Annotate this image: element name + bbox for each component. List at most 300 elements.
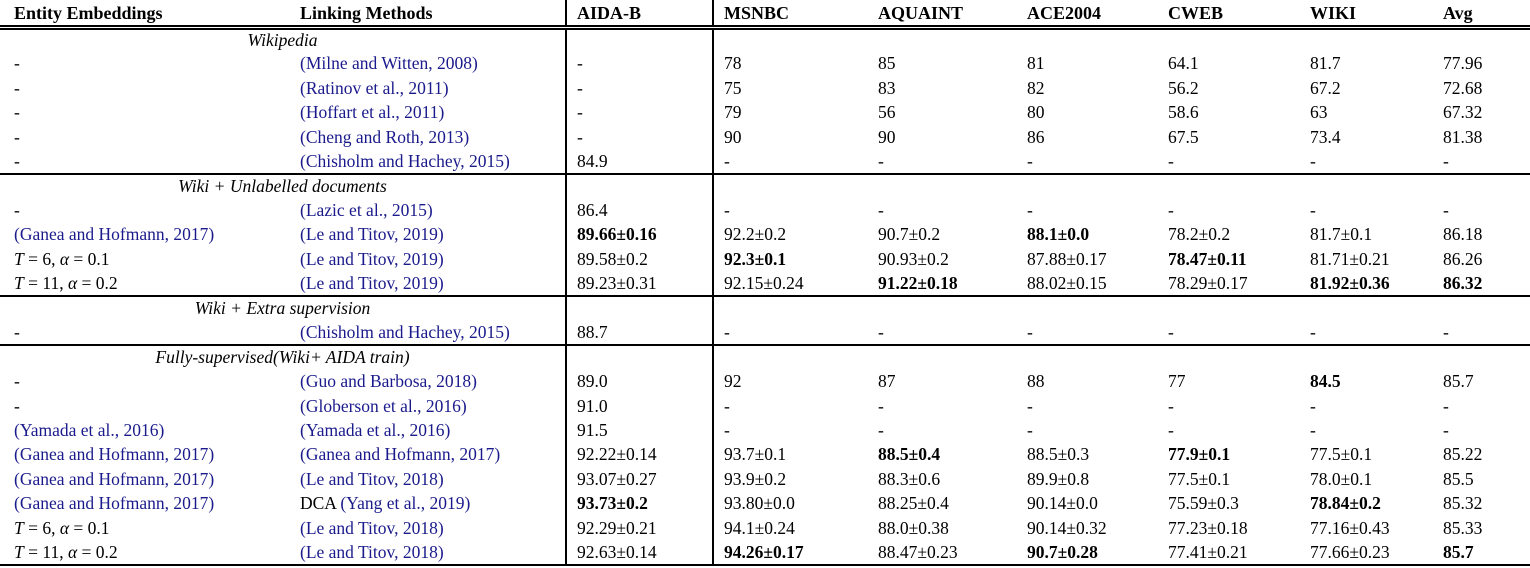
cell-text: - — [577, 126, 583, 147]
table-cell — [713, 370, 866, 394]
cell-text: 81.7 — [1310, 53, 1341, 74]
table-row — [0, 52, 1530, 76]
cell-text: - — [878, 321, 884, 342]
citation-link[interactable]: (Le and Titov, 2018) — [300, 517, 444, 538]
citation-link[interactable]: (Milne and Witten, 2008) — [300, 53, 478, 74]
cell-text: T — [14, 272, 24, 293]
cell-text: 92.3±0.1 — [724, 248, 787, 269]
cell-text: 78.47±0.11 — [1168, 248, 1247, 269]
cell-text: 93.9±0.2 — [724, 468, 787, 489]
table-cell — [1015, 394, 1156, 418]
section-label: Wikipedia — [0, 28, 566, 52]
table-cell — [1298, 541, 1431, 565]
section-empty-cell — [566, 296, 713, 320]
table-cell — [1298, 443, 1431, 467]
section-empty-cell — [566, 174, 713, 198]
section-empty-cell — [713, 174, 866, 198]
citation-link[interactable]: (Cheng and Roth, 2013) — [300, 126, 470, 147]
table-cell — [713, 492, 866, 516]
table-cell — [1156, 272, 1298, 296]
table-cell — [1298, 76, 1431, 100]
cell-text: 77 — [1168, 371, 1186, 392]
table-cell — [866, 223, 1015, 247]
cell-text: - — [1027, 395, 1033, 416]
table-row — [0, 76, 1530, 100]
table-cell — [713, 199, 866, 223]
citation-link[interactable]: (Ganea and Hofmann, 2017) — [14, 444, 215, 465]
table-body — [0, 28, 1530, 566]
cell-text: 83 — [878, 77, 896, 98]
cell-text: 78.29±0.17 — [1168, 272, 1248, 293]
table-cell — [566, 125, 713, 149]
table-cell — [1015, 272, 1156, 296]
cell-text: 93.07±0.27 — [577, 468, 657, 489]
table-cell — [0, 443, 286, 467]
cell-text: 80 — [1027, 102, 1045, 123]
citation-link[interactable]: (Chisholm and Hachey, 2015) — [300, 150, 510, 171]
cell-text: - — [1443, 150, 1449, 171]
table-cell — [0, 419, 286, 443]
table-cell — [1015, 199, 1156, 223]
column-header-wiki: WIKI — [1298, 0, 1431, 28]
section-empty-cell — [1156, 296, 1298, 320]
cell-text: 88.3±0.6 — [878, 468, 941, 489]
table-cell — [1431, 394, 1530, 418]
section-row — [0, 296, 1530, 320]
table-cell — [866, 101, 1015, 125]
table-cell — [866, 419, 1015, 443]
table-cell — [1156, 321, 1298, 345]
cell-text: 90.93±0.2 — [878, 248, 949, 269]
cell-text: 58.6 — [1168, 102, 1199, 123]
section-empty-cell — [1298, 28, 1431, 52]
cell-text: - — [14, 150, 20, 171]
cell-text: - — [14, 77, 20, 98]
table-row — [0, 247, 1530, 271]
section-empty-cell — [713, 28, 866, 52]
cell-text: 90.7±0.2 — [878, 224, 941, 245]
cell-text: 89.66±0.16 — [577, 224, 657, 245]
cell-text: 56 — [878, 102, 896, 123]
cell-text: 75 — [724, 77, 742, 98]
cell-text: 92.29±0.21 — [577, 517, 657, 538]
cell-text: 90.14±0.32 — [1027, 517, 1107, 538]
cell-text: 89.0 — [577, 371, 608, 392]
section-empty-cell — [866, 174, 1015, 198]
cell-text: - — [724, 200, 730, 221]
cell-text: 86.18 — [1443, 224, 1483, 245]
cell-text: 77.16±0.43 — [1310, 517, 1390, 538]
cell-text: T — [14, 248, 24, 269]
table-cell — [866, 492, 1015, 516]
cell-text: 93.73±0.2 — [577, 493, 648, 514]
table-cell — [286, 272, 566, 296]
cell-text: 72.68 — [1443, 77, 1483, 98]
table-row — [0, 516, 1530, 540]
column-header-aida-b: AIDA-B — [566, 0, 713, 28]
table-cell — [1431, 247, 1530, 271]
cell-text: DCA — [300, 493, 341, 514]
cell-text: - — [1168, 395, 1174, 416]
cell-text: - — [14, 321, 20, 342]
section-empty-cell — [713, 345, 866, 369]
table-row — [0, 272, 1530, 296]
table-cell — [866, 443, 1015, 467]
cell-text: 88.5±0.4 — [878, 444, 941, 465]
cell-text: 88.47±0.23 — [878, 541, 958, 562]
citation-link[interactable]: (Le and Titov, 2018) — [300, 541, 444, 562]
cell-text: - — [14, 102, 20, 123]
cell-text: 81.7±0.1 — [1310, 224, 1373, 245]
cell-text: 88.25±0.4 — [878, 493, 949, 514]
table-cell — [713, 443, 866, 467]
cell-text: 77.41±0.21 — [1168, 541, 1248, 562]
cell-text: 87.88±0.17 — [1027, 248, 1107, 269]
section-empty-cell — [1015, 296, 1156, 320]
section-empty-cell — [866, 345, 1015, 369]
section-row — [0, 174, 1530, 198]
cell-text: 90 — [724, 126, 742, 147]
table-cell — [1431, 199, 1530, 223]
citation-link[interactable]: (Hoffart et al., 2011) — [300, 102, 445, 123]
table-cell — [713, 76, 866, 100]
cell-text: 64.1 — [1168, 53, 1199, 74]
cell-text: 81.71±0.21 — [1310, 248, 1390, 269]
table-cell — [1298, 370, 1431, 394]
column-header-aquaint: AQUAINT — [866, 0, 1015, 28]
citation-link[interactable]: (Le and Titov, 2019) — [300, 248, 444, 269]
cell-text: = 0.1 — [69, 248, 110, 269]
cell-text: 79 — [724, 102, 742, 123]
table-cell — [1015, 492, 1156, 516]
cell-text: - — [577, 53, 583, 74]
table-row — [0, 101, 1530, 125]
table-cell — [713, 150, 866, 174]
table-cell — [713, 272, 866, 296]
table-cell — [286, 150, 566, 174]
table-cell — [1156, 52, 1298, 76]
table-row — [0, 150, 1530, 174]
cell-text: - — [1443, 419, 1449, 440]
citation-link[interactable]: (Yamada et al., 2016) — [300, 419, 451, 440]
table-cell — [286, 76, 566, 100]
cell-text: 78 — [724, 53, 742, 74]
table-cell — [1431, 321, 1530, 345]
section-empty-cell — [1298, 345, 1431, 369]
table-cell — [0, 76, 286, 100]
section-empty-cell — [1015, 345, 1156, 369]
table-cell — [1431, 125, 1530, 149]
table-cell — [286, 247, 566, 271]
column-header-cweb: CWEB — [1156, 0, 1298, 28]
citation-link[interactable]: (Ganea and Hofmann, 2017) — [14, 468, 215, 489]
table-cell — [713, 419, 866, 443]
table-cell — [713, 247, 866, 271]
table-cell — [1431, 52, 1530, 76]
cell-text: = 0.2 — [77, 272, 118, 293]
cell-text: 90.14±0.0 — [1027, 493, 1098, 514]
table-cell — [866, 394, 1015, 418]
cell-text: 88.5±0.3 — [1027, 444, 1090, 465]
table-cell — [566, 467, 713, 491]
table-cell — [1156, 223, 1298, 247]
table-cell — [1015, 52, 1156, 76]
table-cell — [866, 125, 1015, 149]
cell-text: 77.66±0.23 — [1310, 541, 1390, 562]
column-header-entity-embeddings: Entity Embeddings — [0, 0, 286, 28]
cell-text: = 6, — [23, 517, 60, 538]
table-row — [0, 419, 1530, 443]
table-cell — [1015, 419, 1156, 443]
cell-text: - — [1027, 419, 1033, 440]
table-cell — [866, 150, 1015, 174]
table-cell — [286, 467, 566, 491]
table-row — [0, 199, 1530, 223]
table-cell — [1156, 394, 1298, 418]
cell-text: = 11, — [23, 541, 68, 562]
cell-text: - — [878, 200, 884, 221]
table-cell — [286, 516, 566, 540]
table-row — [0, 443, 1530, 467]
table-cell — [866, 370, 1015, 394]
table-cell — [1015, 467, 1156, 491]
table-header — [0, 0, 1530, 28]
cell-text: - — [724, 395, 730, 416]
cell-text: 67.32 — [1443, 102, 1483, 123]
citation-link[interactable]: (Ganea and Hofmann, 2017) — [14, 224, 215, 245]
table-cell — [1015, 516, 1156, 540]
cell-text: 85.33 — [1443, 517, 1483, 538]
cell-text: 88.1±0.0 — [1027, 224, 1090, 245]
citation-link[interactable]: (Le and Titov, 2019) — [300, 272, 444, 293]
table-cell — [866, 76, 1015, 100]
table-cell — [866, 467, 1015, 491]
cell-text: - — [1027, 150, 1033, 171]
table-cell — [0, 199, 286, 223]
cell-text: 92.2±0.2 — [724, 224, 787, 245]
cell-text: 85.5 — [1443, 468, 1474, 489]
table-cell — [0, 370, 286, 394]
cell-text: - — [1168, 419, 1174, 440]
section-empty-cell — [1298, 296, 1431, 320]
table-row — [0, 125, 1530, 149]
cell-text: = 0.2 — [77, 541, 118, 562]
citation-link[interactable]: (Ratinov et al., 2011) — [300, 77, 449, 98]
table-cell — [1431, 101, 1530, 125]
table-cell — [1015, 76, 1156, 100]
table-cell — [713, 223, 866, 247]
table-cell — [0, 101, 286, 125]
cell-text: - — [724, 150, 730, 171]
table-cell — [286, 443, 566, 467]
citation-link[interactable]: (Yamada et al., 2016) — [14, 419, 165, 440]
table-cell — [0, 394, 286, 418]
table-cell — [1156, 150, 1298, 174]
table-cell — [0, 125, 286, 149]
table-cell — [713, 516, 866, 540]
citation-link[interactable]: (Le and Titov, 2019) — [300, 224, 444, 245]
cell-text: - — [14, 371, 20, 392]
cell-text: 77.9±0.1 — [1168, 444, 1231, 465]
table-cell — [566, 272, 713, 296]
table-cell — [1298, 125, 1431, 149]
cell-text: - — [1027, 321, 1033, 342]
table-cell — [1431, 492, 1530, 516]
cell-text: 89.58±0.2 — [577, 248, 648, 269]
cell-text: 82 — [1027, 77, 1045, 98]
section-empty-cell — [866, 28, 1015, 52]
citation-link[interactable]: (Ganea and Hofmann, 2017) — [14, 493, 215, 514]
table-cell — [566, 150, 713, 174]
cell-text: 89.9±0.8 — [1027, 468, 1090, 489]
section-label: Wiki + Extra supervision — [0, 296, 566, 320]
table-cell — [713, 125, 866, 149]
cell-text: 92.63±0.14 — [577, 541, 657, 562]
table-cell — [286, 101, 566, 125]
section-empty-cell — [1298, 174, 1431, 198]
citation-link[interactable]: (Yang et al., 2019) — [340, 493, 471, 514]
citation-link[interactable]: (Guo and Barbosa, 2018) — [300, 371, 477, 392]
cell-text: 86.32 — [1443, 272, 1483, 293]
table-cell — [1431, 150, 1530, 174]
cell-text: 88.02±0.15 — [1027, 272, 1107, 293]
table-cell — [286, 419, 566, 443]
table-cell — [1298, 150, 1431, 174]
table-cell — [713, 467, 866, 491]
cell-text: 81.92±0.36 — [1310, 272, 1390, 293]
cell-text: 90.7±0.28 — [1027, 541, 1098, 562]
column-header-ace2004: ACE2004 — [1015, 0, 1156, 28]
cell-text: - — [14, 395, 20, 416]
citation-link[interactable]: (Chisholm and Hachey, 2015) — [300, 321, 510, 342]
table-row — [0, 321, 1530, 345]
cell-text: 85.22 — [1443, 444, 1483, 465]
cell-text: 81 — [1027, 53, 1045, 74]
table-cell — [286, 199, 566, 223]
header-row — [0, 0, 1530, 28]
table-cell — [286, 125, 566, 149]
table-cell — [1298, 101, 1431, 125]
table-cell — [1298, 516, 1431, 540]
cell-text: 93.80±0.0 — [724, 493, 795, 514]
table-cell — [1298, 419, 1431, 443]
cell-text: 88.7 — [577, 321, 608, 342]
table-cell — [1431, 419, 1530, 443]
table-cell — [0, 247, 286, 271]
table-cell — [1431, 467, 1530, 491]
cell-text: - — [14, 126, 20, 147]
table-cell — [1015, 125, 1156, 149]
table-cell — [1015, 247, 1156, 271]
citation-link[interactable]: (Globerson et al., 2016) — [300, 395, 467, 416]
table-cell — [1431, 370, 1530, 394]
cell-text: 89.23±0.31 — [577, 272, 657, 293]
table-cell — [713, 52, 866, 76]
table-cell — [1156, 541, 1298, 565]
table-cell — [0, 272, 286, 296]
table-row — [0, 223, 1530, 247]
cell-text: 94.1±0.24 — [724, 517, 795, 538]
table-cell — [1156, 443, 1298, 467]
citation-link[interactable]: (Lazic et al., 2015) — [300, 200, 433, 221]
table-cell — [566, 101, 713, 125]
table-cell — [566, 516, 713, 540]
section-empty-cell — [713, 296, 866, 320]
table-cell — [0, 321, 286, 345]
cell-text: 84.5 — [1310, 371, 1341, 392]
cell-text: 92 — [724, 371, 742, 392]
section-empty-cell — [866, 296, 1015, 320]
section-empty-cell — [566, 28, 713, 52]
table-cell — [1015, 223, 1156, 247]
section-row — [0, 345, 1530, 369]
table-cell — [286, 370, 566, 394]
table-cell — [566, 394, 713, 418]
table-row — [0, 370, 1530, 394]
cell-text: 86.4 — [577, 200, 608, 221]
cell-text: 86 — [1027, 126, 1045, 147]
cell-text: - — [1310, 419, 1316, 440]
table-cell — [566, 76, 713, 100]
section-empty-cell — [1015, 174, 1156, 198]
cell-text: 67.2 — [1310, 77, 1341, 98]
table-cell — [1156, 76, 1298, 100]
cell-text: 86.26 — [1443, 248, 1483, 269]
table-cell — [286, 52, 566, 76]
cell-text: - — [1168, 200, 1174, 221]
table-cell — [1156, 419, 1298, 443]
citation-link[interactable]: (Le and Titov, 2018) — [300, 468, 444, 489]
table-cell — [566, 223, 713, 247]
citation-link[interactable]: (Ganea and Hofmann, 2017) — [300, 444, 501, 465]
table-cell — [1298, 247, 1431, 271]
table-cell — [1015, 150, 1156, 174]
table-cell — [1015, 541, 1156, 565]
cell-text: - — [1310, 200, 1316, 221]
table-cell — [286, 394, 566, 418]
table-cell — [566, 321, 713, 345]
table-cell — [1431, 272, 1530, 296]
table-cell — [1156, 101, 1298, 125]
table-cell — [1156, 492, 1298, 516]
table-cell — [866, 199, 1015, 223]
cell-text: - — [14, 200, 20, 221]
table-cell — [713, 394, 866, 418]
table-cell — [566, 492, 713, 516]
cell-text: - — [1168, 321, 1174, 342]
table-cell — [1298, 272, 1431, 296]
table-cell — [1431, 76, 1530, 100]
cell-text: = 6, — [23, 248, 60, 269]
table-cell — [1298, 467, 1431, 491]
cell-text: - — [724, 321, 730, 342]
table-cell — [0, 541, 286, 565]
table-cell — [713, 321, 866, 345]
cell-text: 63 — [1310, 102, 1328, 123]
section-empty-cell — [1156, 345, 1298, 369]
section-empty-cell — [566, 345, 713, 369]
table-cell — [1431, 223, 1530, 247]
table-cell — [713, 101, 866, 125]
section-label: Wiki + Unlabelled documents — [0, 174, 566, 198]
cell-text: 91.0 — [577, 395, 608, 416]
table-cell — [0, 52, 286, 76]
cell-text: 85.7 — [1443, 541, 1474, 562]
table-cell — [713, 541, 866, 565]
table-cell — [1015, 443, 1156, 467]
cell-text: - — [1310, 150, 1316, 171]
cell-text: - — [1027, 200, 1033, 221]
